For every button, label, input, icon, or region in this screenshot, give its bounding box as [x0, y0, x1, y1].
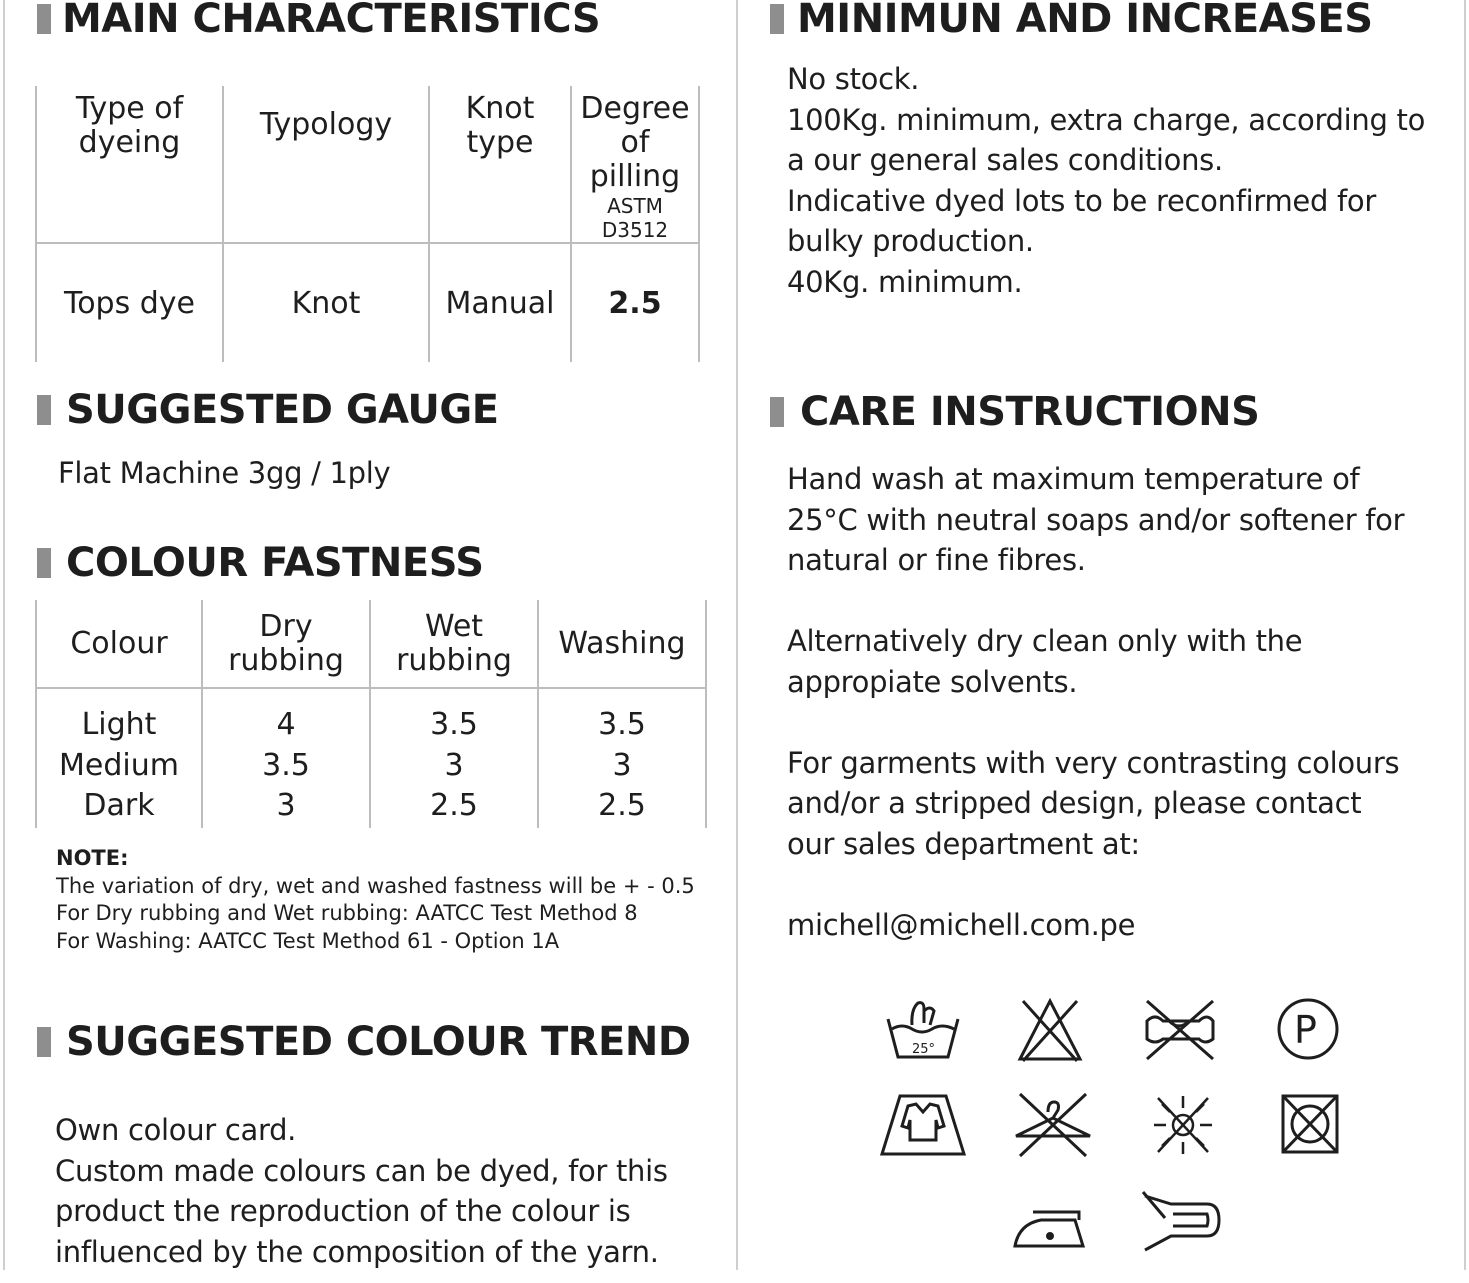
- text-line: Alternatively dry clean only with the: [787, 624, 1303, 658]
- fastness-cell: 2.5: [598, 788, 646, 823]
- fastness-wet-column: [370, 688, 538, 828]
- fastness-colour-column: [36, 688, 202, 828]
- do-not-hang-dry-icon: [1008, 1090, 1098, 1160]
- header-pilling: Degree of pilling ASTM D3512: [571, 86, 699, 243]
- text-line: No stock.: [787, 62, 920, 96]
- text-line: our sales department at:: [787, 826, 1140, 861]
- fastness-note: [56, 845, 695, 955]
- heading-bar: [37, 395, 51, 425]
- fastness-cell: 3: [612, 747, 632, 783]
- text-line: Hand wash at maximum temperature of: [787, 462, 1360, 496]
- value-knot-type: Manual: [429, 243, 571, 362]
- fastness-cell: 3: [444, 747, 464, 783]
- main-characteristics-title: MAIN CHARACTERISTICS: [62, 0, 601, 42]
- note-label: NOTE:: [56, 846, 129, 870]
- hand-wash-25-icon: [878, 995, 968, 1065]
- heading-bar: [770, 397, 784, 427]
- pilling-standard: ASTM D3512: [601, 194, 669, 242]
- colour-trend-title: SUGGESTED COLOUR TREND: [66, 1019, 691, 1065]
- note-line: The variation of dry, wet and washed fastness will be + - 0.5: [56, 873, 695, 898]
- suggested-gauge-title: SUGGESTED GAUGE: [66, 387, 499, 433]
- right-border: [1464, 0, 1466, 1270]
- heading-bar: [37, 548, 51, 578]
- column-divider: [736, 0, 738, 1270]
- note-line: For Dry rubbing and Wet rubbing: AATCC Test Method 8: [56, 901, 638, 925]
- fastness-cell: Light: [81, 707, 157, 742]
- fastness-cell: 3: [276, 788, 296, 823]
- care-title: CARE INSTRUCTIONS: [800, 389, 1260, 435]
- fastness-cell: 4: [276, 707, 296, 742]
- dry-flat-shade-icon: [1135, 1190, 1225, 1260]
- do-not-bleach-icon: [1005, 995, 1095, 1065]
- do-not-tumble-dry-icon: [1265, 1090, 1355, 1160]
- text-line: Indicative dyed lots to be reconfirmed for: [787, 183, 1376, 218]
- fastness-washing-column: [538, 688, 706, 828]
- text-line: 40Kg. minimum.: [787, 264, 1023, 299]
- do-not-wring-icon: [1135, 995, 1225, 1065]
- iron-low-icon: [1005, 1190, 1095, 1260]
- text-line: Custom made colours can be dyed, for this: [55, 1153, 668, 1188]
- text-line: For garments with very contrasting colours: [787, 745, 1400, 780]
- colour-fastness-title: COLOUR FASTNESS: [66, 540, 484, 586]
- fastness-header-dry: Dry rubbing: [202, 600, 370, 688]
- heading-bar: [37, 4, 51, 34]
- do-not-dry-sun-icon: [1138, 1090, 1228, 1160]
- colour-fastness-table: [35, 600, 707, 828]
- fastness-header-wet: Wet rubbing: [370, 600, 538, 688]
- fastness-header-colour: Colour: [36, 600, 202, 688]
- value-type-of-dyeing: Tops dye: [36, 243, 223, 362]
- fastness-cell: 3.5: [598, 707, 646, 742]
- fastness-cell: Dark: [83, 788, 155, 823]
- value-typology: Knot: [223, 243, 429, 362]
- heading-bar: [37, 1027, 51, 1057]
- fastness-cell: Medium: [59, 747, 179, 783]
- fastness-dry-column: [202, 688, 370, 828]
- svg-text:25°: 25°: [912, 1042, 936, 1057]
- minimum-text: [787, 59, 1425, 302]
- text-line: product the reproduction of the colour is: [55, 1194, 631, 1228]
- main-characteristics-table: [35, 86, 700, 362]
- suggested-gauge-text: Flat Machine 3gg / 1ply: [58, 456, 391, 490]
- text-line: a our general sales conditions.: [787, 143, 1223, 177]
- fastness-cell: 2.5: [430, 788, 478, 823]
- care-text: [787, 459, 1404, 945]
- colour-trend-text: [55, 1110, 668, 1272]
- value-pilling: 2.5: [571, 243, 699, 362]
- text-line: bulky production.: [787, 224, 1034, 258]
- care-email: michell@michell.com.pe: [787, 907, 1136, 942]
- dry-flat-icon: [878, 1090, 968, 1160]
- svg-text:P: P: [1294, 1008, 1317, 1052]
- text-line: natural or fine fibres.: [787, 543, 1086, 577]
- text-line: appropiate solvents.: [787, 664, 1078, 699]
- dry-clean-p-icon: [1263, 995, 1353, 1065]
- fastness-cell: 3.5: [430, 707, 478, 742]
- header-typology: Typology: [223, 86, 429, 243]
- text-line: 25°C with neutral soaps and/or softener for: [787, 502, 1405, 537]
- left-border: [3, 0, 5, 1270]
- header-type-of-dyeing: Type of dyeing: [36, 86, 223, 243]
- fastness-header-washing: Washing: [538, 600, 706, 688]
- minimum-title: MINIMUN AND INCREASES: [797, 0, 1373, 42]
- text-line: and/or a stripped design, please contact: [787, 786, 1362, 820]
- fastness-cell: 3.5: [262, 747, 310, 783]
- heading-bar: [770, 4, 784, 34]
- text-line: 100Kg. minimum, extra charge, according to: [787, 102, 1426, 137]
- text-line: Own colour card.: [55, 1113, 297, 1147]
- note-line: For Washing: AATCC Test Method 61 - Option 1A: [56, 928, 560, 953]
- header-knot-type: Knot type: [429, 86, 571, 243]
- text-line: influenced by the composition of the yarn.: [55, 1234, 659, 1269]
